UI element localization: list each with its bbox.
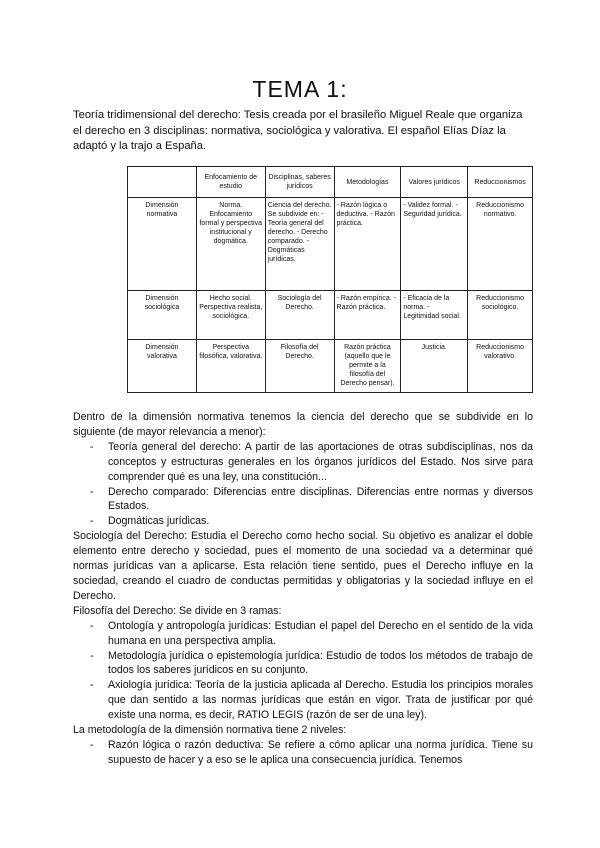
table-cell: Reduccionismo normativo. [468,198,533,291]
list-item [73,738,533,768]
paragraph: Sociología del Derecho: Estudia el Derecho como hecho social. Su objetivo es analizar el doble elemento entre derecho y sociedad, pues el momento de una sociedad va a determinar qué normas jurídicas van a aplicarse. Esta relación tiene sentido, pues el Derecho influye en la sociedad, creando el cuadro de conductas permitidas y obligatorias y la sociedad influye en el Derecho. [73,530,533,602]
table-cell: - Razón lógica o deductiva. - Razón práctica. [334,198,401,291]
table-cell: Reduccionismo valorativo. [468,340,533,393]
list-item-text: Razón lógica o razón deductiva: Se refiere a cómo aplicar una norma jurídica. Tiene su supuesto de hacer y a eso se le aplica una consecuencia jurídica. Tenemos [108,738,533,766]
table-cell: Justicia. [401,340,468,393]
list-item [73,514,533,529]
body-text [73,410,533,768]
bullet-list [73,440,533,529]
paragraph: Dentro de la dimensión normativa tenemos la ciencia del derecho que se subdivide en lo siguiente (de mayor relevancia a menor): [73,411,533,438]
table-cell: - Eficacia de la norma. - Legitimidad social. [401,291,468,340]
table-header: Metodologías [334,167,401,198]
table-cell: Razón práctica (aquello que le permite a la filosofía del Derecho pensar). [334,340,401,393]
table-cell: Reduccionismo sociológico. [468,291,533,340]
table-header: Valores jurídicos [401,167,468,198]
list-item-text: Teoría general del derecho: A partir de las aportaciones de otras subdisciplinas, nos da conceptos y estructuras generales en los órganos jurídicos del Estado. Nos sirve para comprender qué es una ley, una constitución... [108,440,533,483]
table-cell: - Validez formal. - Seguridad jurídica. [401,198,468,291]
table-header: Disciplinas, saberes jurídicos [265,167,334,198]
table-row [128,198,533,291]
list-item [73,485,533,515]
table-cell: Ciencia del derecho. Se subdivide en: - Teoría general del derecho. - Derecho comparado. - Dogmáticas jurídicas. [265,198,334,291]
list-item-text: Derecho comparado: Diferencias entre disciplinas. Diferencias entre normas y diversos Estados. [108,485,533,513]
bullet-list [73,738,533,768]
intro-paragraph: Teoría tridimensional del derecho: Tesis creada por el brasileño Miguel Reale que organiza el derecho en 3 disciplinas: normativa, sociológica y valorativa. El español Elías Díaz la adaptó y la trajo a España. [73,109,523,152]
list-item [73,440,533,485]
table-cell: Perspectiva filosófica, valorativa. [196,340,265,393]
paragraph: Filosofía del Derecho: Se divide en 3 ramas: [73,604,282,617]
table-header: Enfocamiento de estudio [196,167,265,198]
list-item-text: Metodología jurídica o epistemología jurídica: Estudio de todos los métodos de trabajo de todos los saberes jurídicos en su conjunto. [108,649,533,677]
dash-marker: - [90,485,94,498]
list-item [73,619,533,649]
table-cell: Dimensión sociológica [128,291,197,340]
list-item-text: Axiología jurídica: Teoría de la justicia aplicada al Derecho. Estudia los principios morales que dan sentido a las normas jurídicas que están en vigor. Trata de justificar por qué existe una norma, es decir, RATIO LEGIS (razón de ser de una ley). [108,679,533,722]
table-cell: Dimensión valorativa [128,340,197,393]
table-cell: Norma. Enfocamiento formal y perspectiva institucional y dogmática. [196,198,265,291]
table-cell: Hecho social. Perspectiva realista, sociológica. [196,291,265,340]
dash-marker: - [90,738,94,751]
dimensions-table [127,166,533,393]
table-header: Reduccionismos [468,167,533,198]
list-item [73,678,533,723]
list-item [73,649,533,679]
table-cell: Filosofía del Derecho. [265,340,334,393]
dash-marker: - [90,679,94,692]
paragraph: La metodología de la dimensión normativa tiene 2 niveles: [73,724,347,737]
dash-marker: - [90,440,94,453]
bullet-list [73,619,533,723]
table-header [128,167,197,198]
table-cell: Dimensión normativa [128,198,197,291]
dash-marker: - [90,515,94,528]
list-item-text: Dogmáticas jurídicas. [108,515,210,528]
dash-marker: - [90,619,94,632]
table-row [128,340,533,393]
table-cell: - Razón empírica. - Razón práctica. [334,291,401,340]
table-header-row [128,167,533,198]
table-cell: Sociología del Derecho. [265,291,334,340]
dash-marker: - [90,649,94,662]
page-title: TEMA 1: [252,76,348,102]
list-item-text: Ontología y antropología jurídicas: Estudian el papel del Derecho en el sentido de la vida humana en una perspectiva amplia. [108,619,533,647]
table-row [128,291,533,340]
